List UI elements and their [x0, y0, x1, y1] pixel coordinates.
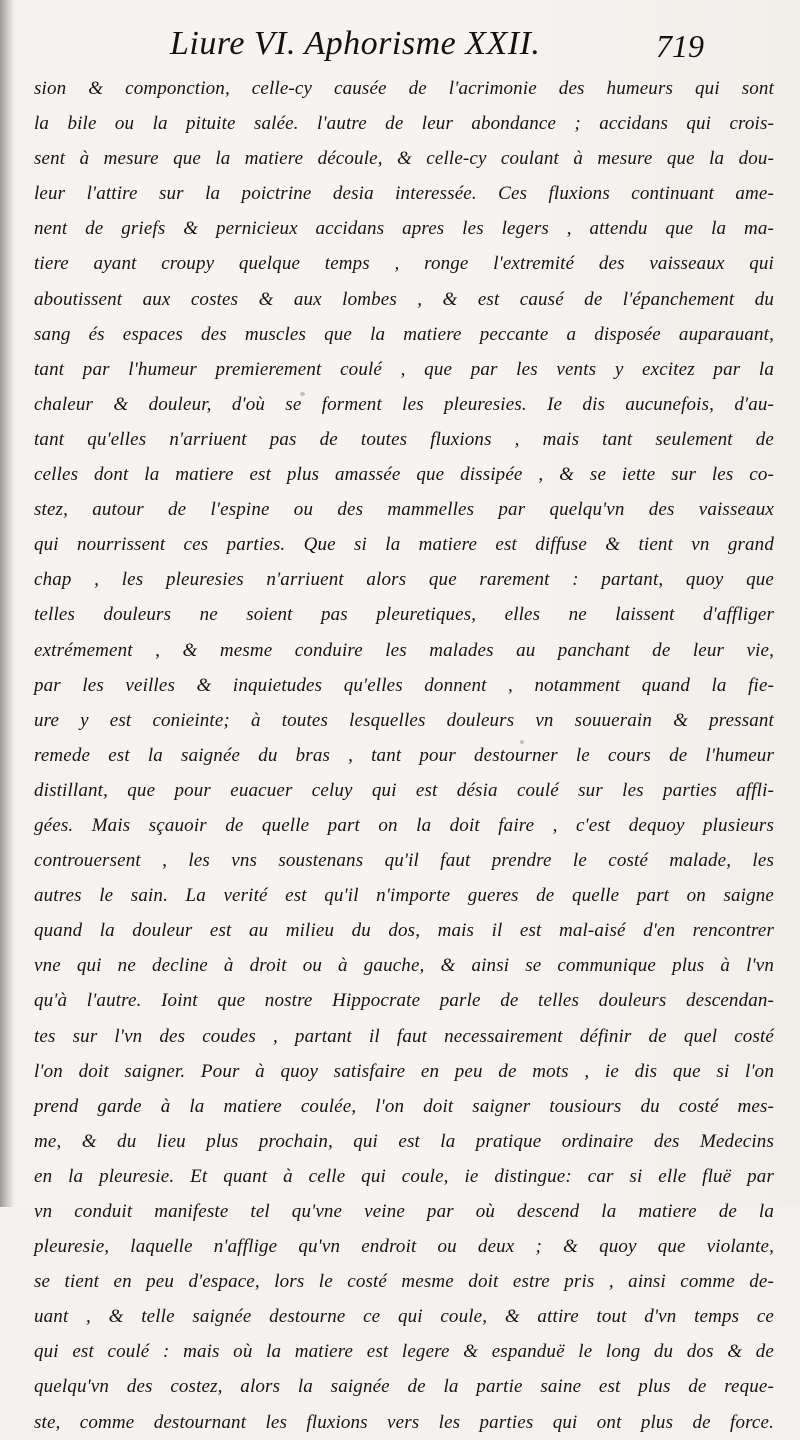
- binding-gutter-shadow: [0, 0, 14, 1207]
- text-line: chap , les pleuresies n'arriuent alors que rarement : partant, quoy que: [34, 569, 774, 591]
- text-line: vne qui ne decline à droit ou à gauche, & ainsi se communique plus à l'vn: [34, 955, 774, 977]
- text-line: pleuresie, laquelle n'afflige qu'vn endroit ou deux ; & quoy que violante,: [34, 1236, 774, 1258]
- body-text: [34, 71, 774, 1440]
- text-line: extrémement , & mesme conduire les malades au panchant de leur vie,: [34, 639, 774, 661]
- text-line: aboutissent aux costes & aux lombes , & est causé de l'épanchement du: [34, 288, 774, 310]
- text-line: l'on doit saigner. Pour à quoy satisfaire en peu de mots , ie dis que si l'on: [34, 1060, 774, 1082]
- text-line: se tient en peu d'espace, lors le costé mesme doit estre pris , ainsi comme de-: [34, 1271, 774, 1293]
- text-line: tant qu'elles n'arriuent pas de toutes fluxions , mais tant seulement de: [34, 428, 774, 450]
- text-line: distillant, que pour euacuer celuy qui est désia coulé sur les parties affli-: [34, 779, 774, 801]
- text-line: qu'à l'autre. Ioint que nostre Hippocrate parle de telles douleurs descendan-: [34, 990, 774, 1012]
- text-line: uant , & telle saignée destourne ce qui coule, & attire tout d'vn temps ce: [34, 1306, 774, 1328]
- ink-spot: [520, 740, 524, 744]
- text-line: celles dont la matiere est plus amassée que dissipée , & se iette sur les co-: [34, 464, 774, 486]
- text-line: tant par l'humeur premierement coulé , que par les vents y excitez par la: [34, 358, 774, 380]
- text-line: quelqu'vn des costez, alors la saignée de la partie saine est plus de reque-: [34, 1376, 774, 1398]
- text-line: remede est la saignée du bras , tant pour destourner le cours de l'humeur: [34, 744, 774, 766]
- text-line: quand la douleur est au milieu du dos, mais il est mal-aisé d'en rencontrer: [34, 920, 774, 942]
- text-line: leur l'attire sur la poictrine desia interessée. Ces fluxions continuant ame-: [34, 183, 774, 205]
- ink-spot: [300, 392, 305, 396]
- running-head-title: Liure VI. Aphorisme XXII.: [170, 25, 541, 62]
- text-line: sion & componction, celle-cy causée de l'acrimonie des humeurs qui sont: [34, 78, 774, 99]
- text-line: stez, autour de l'espine ou des mammelles par quelqu'vn des vaisseaux: [34, 499, 774, 521]
- text-line: gées. Mais sçauoir de quelle part on la doit faire , c'est dequoy plusieurs: [34, 814, 774, 836]
- text-line: sang és espaces des muscles que la matiere peccante a disposée auparauant,: [34, 323, 774, 345]
- text-line: qui nourrissent ces parties. Que si la matiere est diffuse & tient vn grand: [34, 534, 774, 556]
- text-line: telles douleurs ne soient pas pleuretiques, elles ne laissent d'affliger: [34, 604, 774, 626]
- text-line: par les veilles & inquietudes qu'elles donnent , notamment quand la fie-: [34, 674, 774, 696]
- text-line: prend garde à la matiere coulée, l'on doit saigner tousiours du costé mes-: [34, 1095, 774, 1117]
- text-line: me, & du lieu plus prochain, qui est la pratique ordinaire des Medecins: [34, 1130, 774, 1152]
- text-line: controuersent , les vns soustenans qu'il faut prendre le costé malade, les: [34, 850, 774, 872]
- text-line: la bile ou la pituite salée. l'autre de leur abondance ; accidans qui crois-: [34, 113, 774, 135]
- text-line: vn conduit manifeste tel qu'vne veine par où descend la matiere de la: [34, 1201, 774, 1222]
- text-line: qui est coulé : mais où la matiere est legere & espanduë le long du dos & de: [34, 1341, 774, 1363]
- text-line: ure y est conieinte; à toutes lesquelles douleurs vn souuerain & pressant: [34, 709, 774, 731]
- text-line: tiere ayant croupy quelque temps , ronge l'extremité des vaisseaux qui: [34, 253, 774, 275]
- text-line: en la pleuresie. Et quant à celle qui coule, ie distingue: car si elle fluë par: [34, 1165, 774, 1187]
- text-line: ste, comme destournant les fluxions vers les parties qui ont plus de force.: [34, 1411, 774, 1433]
- text-line: sent à mesure que la matiere découle, & celle-cy coulant à mesure que la dou-: [34, 148, 774, 170]
- text-line: tes sur l'vn des coudes , partant il faut necessairement définir de quel costé: [34, 1025, 774, 1047]
- page-number: 719: [656, 28, 704, 64]
- text-line: chaleur & douleur, d'où se forment les pleuresies. Ie dis aucunefois, d'au-: [34, 393, 774, 415]
- text-line: autres le sain. La verité est qu'il n'importe gueres de quelle part on saigne: [34, 885, 774, 907]
- text-line: nent de griefs & pernicieux accidans apres les legers , attendu que la ma-: [34, 218, 774, 240]
